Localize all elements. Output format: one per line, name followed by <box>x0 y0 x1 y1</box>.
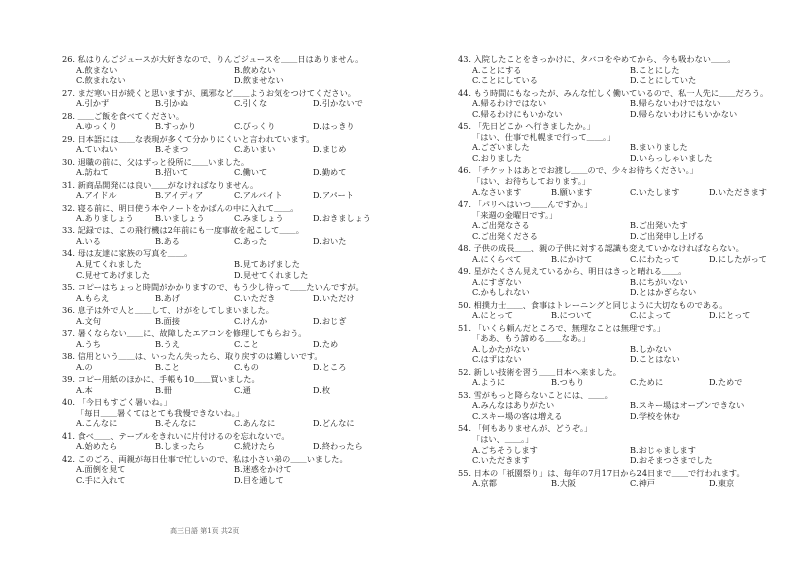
answer-options <box>458 400 788 421</box>
question-stem: 53. 雪がもっと降らないことには、＿＿。 <box>458 389 613 400</box>
question-item <box>458 165 788 197</box>
answer-options <box>458 277 788 298</box>
answer-option: B.面接 <box>155 315 180 326</box>
answer-option: C.アルバイト <box>234 190 283 201</box>
question-stem: 41. 食べ＿＿、テーブルをきれいに片付けるのを忘れないで。 <box>62 430 290 441</box>
question-stem: 48. 子供の成長＿＿、親の子供に対する認識も変えていかなければならない。 <box>458 243 744 254</box>
answer-option: D.ご出発申し上げる <box>630 230 705 241</box>
answer-option: B.帰らないわけではない <box>630 98 721 109</box>
answer-option: C.いただき <box>234 292 276 303</box>
question-item <box>458 468 788 489</box>
answer-option: D.引かないで <box>313 98 363 109</box>
question-item <box>62 180 392 201</box>
question-item <box>62 54 392 86</box>
answer-option: D.にしたがって <box>709 253 767 264</box>
question-stem: 28. ＿＿ご飯を食べてください。 <box>62 110 185 121</box>
answer-option: D.ことにしていた <box>630 75 697 86</box>
answer-option: D.にとって <box>709 310 751 321</box>
question-stem: 29. 日本語には＿＿な表現が多くて分かりにくいと言われています。 <box>62 133 315 144</box>
question-stem: 27. まだ寒い日が続くと思いますが、風邪など＿＿ようお気をつけてください。 <box>62 87 356 98</box>
answer-option: D.おじぎ <box>313 315 347 326</box>
question-stem: 46. 「チケットはあとでお渡し＿＿ので、少々お待ちください。」 <box>458 165 698 176</box>
answer-option: C.神戸 <box>630 478 655 489</box>
answer-option: C.かもしれない <box>472 287 530 298</box>
answer-option: C.通 <box>234 384 251 395</box>
answer-option: D.学校を休む <box>630 410 680 421</box>
question-stem: 37. 暑くならない＿＿に、故障したエアコンを修理してもらおう。 <box>62 328 307 339</box>
answer-option: B.そまつ <box>155 144 189 155</box>
answer-option: A.文句 <box>76 315 101 326</box>
question-stem: 32. 寝る前に、明日使う本やノートをかばんの中に入れて＿＿。 <box>62 202 299 213</box>
question-dialogue-line: 「毎日＿＿暑くてはとても我慢できないね。」 <box>76 407 244 418</box>
answer-option: B.つもり <box>551 377 585 388</box>
answer-option: D.ところ <box>313 361 347 372</box>
question-item <box>458 300 788 321</box>
answer-option: B.そんなに <box>155 418 197 429</box>
answer-option: C.いたします <box>630 186 680 197</box>
answer-option: C.けんか <box>234 315 268 326</box>
answer-option: D.いただきます <box>709 186 767 197</box>
answer-options <box>62 167 392 178</box>
answer-option: C.あった <box>234 236 268 247</box>
answer-option: B.引かぬ <box>155 98 189 109</box>
answer-option: C.飲まれない <box>76 75 126 86</box>
question-stem: 49. 星がたくさん見えているから、明日はきっと晴れる＿＿。 <box>458 266 687 277</box>
answer-option: C.はずはない <box>472 354 522 365</box>
answer-option: B.招いて <box>155 167 189 178</box>
answer-option: C.おりました <box>472 152 522 163</box>
answer-option: B.大阪 <box>551 478 576 489</box>
answer-option: B.について <box>551 310 593 321</box>
answer-options <box>458 142 788 163</box>
answer-options <box>458 254 788 265</box>
answer-option: A.にとって <box>472 310 514 321</box>
answer-option: C.あいまい <box>234 144 276 155</box>
answer-options <box>62 339 392 350</box>
question-item <box>458 367 788 388</box>
answer-option: D.おそまつさまでした <box>630 455 713 466</box>
answer-option: A.京都 <box>472 478 497 489</box>
answer-options <box>458 98 788 119</box>
answer-option: C.びっくり <box>234 121 276 132</box>
answer-option: B.しまったら <box>155 441 205 452</box>
answer-option: A.引かず <box>76 98 110 109</box>
answer-option: A.ていねい <box>76 144 118 155</box>
question-stem: 26. 私はりんごジュースが大好きなので、りんごジュースを＿＿日はありません。 <box>62 54 364 64</box>
left-question-column <box>62 54 392 487</box>
answer-options <box>458 310 788 321</box>
answer-option: A.ありましょう <box>76 213 134 224</box>
answer-options <box>62 144 392 155</box>
answer-option: C.みましょう <box>234 213 284 224</box>
answer-option: D.帰らないわけにもいかない <box>630 108 738 119</box>
answer-option: D.ため <box>313 338 339 349</box>
answer-option: B.迷惑をかけて <box>234 464 292 475</box>
question-item <box>458 323 788 365</box>
question-item <box>62 203 392 224</box>
answer-option: B.しかない <box>630 343 672 354</box>
answer-option: D.終わったら <box>313 441 363 452</box>
answer-option: A.の <box>76 361 93 372</box>
answer-option: B.冊 <box>155 384 172 395</box>
answer-options <box>62 418 392 429</box>
answer-option: A.なさいます <box>472 186 522 197</box>
question-stem: 45. 「先日どこか へ行きましたか。」 <box>458 121 595 132</box>
answer-option: D.勤めて <box>313 167 347 178</box>
answer-options <box>62 385 392 396</box>
question-stem: 38. 信用という＿＿は、いったん失ったら、取り戻すのは難しいです。 <box>62 351 323 361</box>
question-item <box>62 374 392 395</box>
question-item <box>458 88 788 120</box>
question-item <box>458 390 788 422</box>
answer-option: C.続けたら <box>234 441 276 452</box>
answer-option: D.いらっしゃいました <box>630 152 713 163</box>
answer-option: D.おいた <box>313 236 347 247</box>
answer-options <box>62 65 392 86</box>
question-item <box>458 423 788 465</box>
question-item <box>62 397 392 429</box>
answer-option: A.ご出発なさる <box>472 220 530 231</box>
question-stem: 35. コピーはちょっと時間がかかりますので、もう少し待って＿＿たいんですが。 <box>62 282 364 293</box>
question-dialogue-line: 「はい、仕事で札幌まで行って＿＿。」 <box>472 131 616 142</box>
answer-option: A.もらえ <box>76 292 110 303</box>
question-item <box>62 88 392 109</box>
question-stem: 33. 記録では、この飛行機は2年前にも一度事故を起こして＿＿。 <box>62 225 304 236</box>
answer-option: D.おきましょう <box>313 213 371 224</box>
answer-option: D.いただけ <box>313 292 355 303</box>
answer-option: C.帰るわけにもいかない <box>472 108 563 119</box>
answer-option: B.あげ <box>155 292 180 303</box>
right-question-column <box>458 54 788 491</box>
answer-option: A.飲まない <box>76 64 118 75</box>
question-stem: 36. 息子は外で人と＿＿して、けがをしてしまいました。 <box>62 305 274 316</box>
question-stem: 43. 入院したことをきっかけに、タバコをやめてから、今も吸わない＿＿。 <box>458 54 736 64</box>
answer-option: B.うえ <box>155 338 180 349</box>
answer-option: A.本 <box>76 384 93 395</box>
question-dialogue-line: 「ああ、もう諦める＿＿なあ。」 <box>472 333 591 344</box>
question-stem: 30. 退職の前に、父はずっと役所に＿＿いました。 <box>62 156 250 167</box>
question-item <box>62 134 392 155</box>
question-item <box>62 248 392 280</box>
question-stem: 50. 相撲力士＿＿、食事はトレーニングと同じように大切なものである。 <box>458 299 728 310</box>
answer-option: B.願います <box>551 186 593 197</box>
answer-option: A.ゆっくり <box>76 121 118 132</box>
question-item <box>458 121 788 163</box>
answer-option: A.ごちそうします <box>472 444 538 455</box>
answer-option: D.まじめ <box>313 144 347 155</box>
answer-options <box>62 362 392 373</box>
answer-option: C.もの <box>234 361 259 372</box>
question-stem: 51. 「いくら頼んだところで、無理なことは無理です。」 <box>458 322 666 333</box>
answer-option: B.いましょう <box>155 213 205 224</box>
page-footer: 高三日語 第1页 共2页 <box>170 527 240 535</box>
answer-option: C.働いて <box>234 167 268 178</box>
answer-option: C.ために <box>630 377 664 388</box>
answer-option: B.にかけて <box>551 253 593 264</box>
question-item <box>62 454 392 486</box>
answer-options <box>62 441 392 452</box>
answer-option: C.あんなに <box>234 418 276 429</box>
answer-option: A.訪ねて <box>76 167 109 178</box>
answer-option: B.飲めない <box>234 64 276 75</box>
answer-option: B.おじゃまします <box>630 444 696 455</box>
question-item <box>458 199 788 241</box>
answer-option: A.にすぎない <box>472 276 522 287</box>
answer-option: A.帰るわけではない <box>472 98 547 109</box>
answer-options <box>62 121 392 132</box>
answer-options <box>62 464 392 485</box>
answer-option: A.アイドル <box>76 190 117 201</box>
answer-option: B.見てあげました <box>234 259 300 270</box>
answer-options <box>62 293 392 304</box>
answer-option: C.ことにしている <box>472 75 538 86</box>
answer-option: A.始めたら <box>76 441 118 452</box>
answer-options <box>62 98 392 109</box>
question-item <box>458 266 788 298</box>
question-dialogue-line: 「はい、お待ちしております。」 <box>472 175 591 186</box>
answer-option: C.引くな <box>234 98 268 109</box>
question-dialogue-line: 「来週の金曜日です。」 <box>472 209 558 220</box>
answer-option: C.にわたって <box>630 253 680 264</box>
answer-options <box>62 190 392 201</box>
question-stem: 55. 日本の「祇園祭り」は、毎年の7月17日から24日まで＿＿で行われます。 <box>458 467 745 478</box>
answer-option: D.枚 <box>313 384 331 395</box>
answer-option: A.ございました <box>472 142 530 153</box>
question-stem: 54. 「何もありませんが、どうぞ。」 <box>458 423 593 434</box>
question-item <box>62 225 392 246</box>
answer-option: C.スキー場の客は増える <box>472 410 563 421</box>
answer-options <box>458 377 788 388</box>
question-item <box>62 305 392 326</box>
question-item <box>62 328 392 349</box>
answer-option: D.目を通して <box>234 474 284 485</box>
answer-option: A.いる <box>76 236 101 247</box>
answer-option: A.しかたがない <box>472 343 530 354</box>
answer-option: B.ことにした <box>630 64 680 75</box>
answer-option: D.とはかぎらない <box>630 287 697 298</box>
answer-options <box>62 213 392 224</box>
question-stem: 39. コピー用紙のほかに、手帳も10＿＿買いました。 <box>62 373 260 384</box>
answer-option: B.ある <box>155 236 180 247</box>
answer-options <box>458 445 788 466</box>
question-item <box>458 54 788 86</box>
question-stem: 40. 「今日もすごく暑いね。」 <box>62 396 172 407</box>
question-item <box>62 431 392 452</box>
answer-option: D.飲ませない <box>234 75 284 86</box>
answer-options <box>62 236 392 247</box>
answer-options <box>458 478 788 489</box>
answer-option: A.ことにする <box>472 64 522 75</box>
question-item <box>62 157 392 178</box>
answer-option: B.すっかり <box>155 121 196 132</box>
answer-option: A.にくらべて <box>472 253 522 264</box>
answer-option: D.見せてくれました <box>234 269 309 280</box>
answer-options <box>458 187 788 198</box>
answer-option: B.ご出発いたす <box>630 220 688 231</box>
answer-option: A.こんなに <box>76 418 118 429</box>
answer-option: A.うち <box>76 338 101 349</box>
question-stem: 31. 新商品開発には良い＿＿がなければなりません。 <box>62 179 259 190</box>
answer-option: C.手に入れて <box>76 474 126 485</box>
answer-option: C.いただきます <box>472 455 530 466</box>
question-dialogue-line: 「はい、＿＿。」 <box>472 433 534 444</box>
question-stem: 52. 新しい技術を習う＿＿日本へ来ました。 <box>458 366 621 377</box>
answer-option: B.こと <box>155 361 180 372</box>
answer-option: D.ことはない <box>630 354 680 365</box>
answer-option: D.東京 <box>709 478 735 489</box>
answer-option: D.はっきり <box>313 121 355 132</box>
answer-option: B.にちがいない <box>630 276 688 287</box>
answer-option: D.ためで <box>709 377 743 388</box>
answer-option: B.まいりました <box>630 142 688 153</box>
question-item <box>458 243 788 264</box>
answer-option: C.こと <box>234 338 259 349</box>
answer-option: C.によって <box>630 310 672 321</box>
answer-option: A.みんなはありがたい <box>472 400 555 411</box>
answer-option: D.アパート <box>313 190 354 201</box>
question-stem: 34. 母は友達に家族の写真を＿＿。 <box>62 248 193 259</box>
answer-option: A.見てくれました <box>76 259 142 270</box>
answer-option: A.面倒を見て <box>76 464 126 475</box>
answer-option: B.スキー場はオープンできない <box>630 400 745 411</box>
answer-option: C.ご出発くださる <box>472 230 538 241</box>
answer-options <box>62 259 392 280</box>
answer-options <box>458 344 788 365</box>
question-stem: 44. もう時間にもなったが、みんな忙しく働いているので、私一人先に＿＿だろう。 <box>458 87 769 98</box>
answer-option: A.ように <box>472 377 506 388</box>
answer-options <box>458 65 788 86</box>
answer-option: D.どんなに <box>313 418 355 429</box>
question-stem: 42. このごろ、両親が毎日仕事で忙しいので、私は小さい弟の＿＿いました。 <box>62 453 348 464</box>
question-stem: 47. 「パリへはいつ＿＿んですか。」 <box>458 198 593 209</box>
answer-option: C.見せてあげました <box>76 269 151 280</box>
question-item <box>62 111 392 132</box>
answer-options <box>62 316 392 327</box>
question-item <box>62 351 392 372</box>
question-item <box>62 282 392 303</box>
answer-options <box>458 220 788 241</box>
answer-option: B.アイディア <box>155 190 204 201</box>
